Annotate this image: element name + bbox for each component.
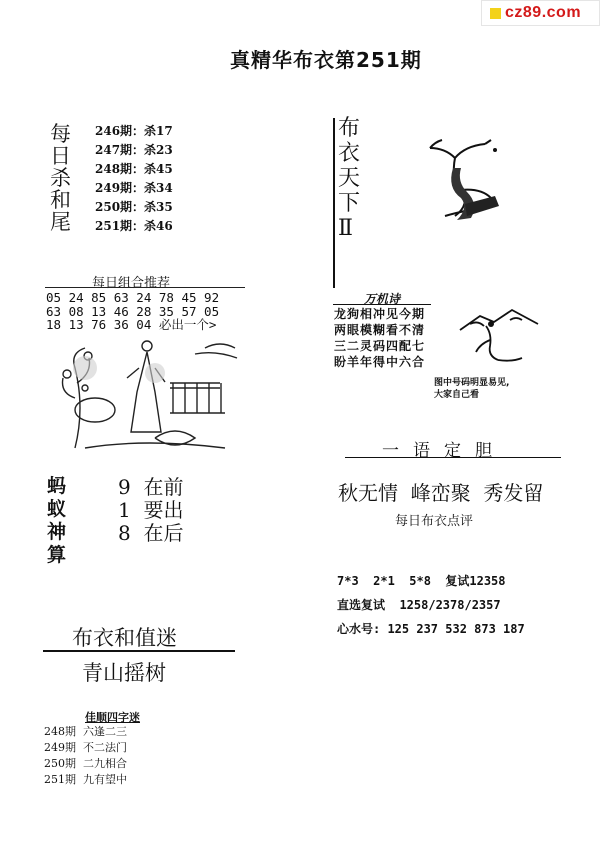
four-word-row: 249期 不二法门 <box>44 741 127 754</box>
number-line: 直选复试 1258/2378/2357 <box>337 598 501 612</box>
combo-row: 18 13 76 36 04 必出一个> <box>46 317 217 332</box>
one-word-title: 一语定胆 <box>382 441 506 461</box>
buyi-label-char: 下 <box>338 191 361 216</box>
hint-line: 图中号码明显易见, <box>434 378 510 388</box>
page-title: 真精华布衣第251期 <box>230 48 422 72</box>
image-hint <box>434 377 509 401</box>
number-line: 心水号: 125 237 532 873 187 <box>337 622 525 636</box>
poem-divider <box>333 304 431 305</box>
kill-label-char: 每 <box>50 122 71 146</box>
right-column-divider <box>333 118 335 288</box>
ant-label-char: 算 <box>47 544 67 566</box>
ant-line: 1 要出 <box>118 498 184 522</box>
ant-label-char: 蚁 <box>47 498 67 520</box>
poem-line: 两眼模糊看不清 <box>334 323 426 337</box>
kill-row: 248期：杀45 <box>95 162 173 176</box>
kill-row: 250期：杀35 <box>95 200 173 214</box>
hint-line: 大家自己看 <box>434 390 480 400</box>
number-picks <box>337 569 525 641</box>
buyi-label-char: Ⅱ <box>338 216 353 241</box>
phrases: 秋无情 峰峦聚 秀发留 <box>338 481 544 505</box>
kill-row: 251期：杀46 <box>95 219 173 233</box>
watermark-text: cz89.com <box>505 4 582 21</box>
buyi-label-char: 天 <box>338 166 361 191</box>
combo-row: 63 08 13 46 28 35 57 05 <box>46 303 220 319</box>
ant-line: 8 在后 <box>118 521 184 545</box>
poem-line: 三二灵码四配七 <box>334 339 426 353</box>
lady-garden-illustration-icon <box>55 328 245 468</box>
poem-line: 盼羊年得中六合 <box>334 355 426 369</box>
kill-list <box>95 122 173 236</box>
site-watermark <box>481 0 600 26</box>
buyi-label-char: 衣 <box>338 141 361 166</box>
four-word-list <box>44 724 127 788</box>
poem-lines <box>334 306 425 370</box>
poem-line: 龙狗相冲见今期 <box>334 307 426 321</box>
tree-illustration-icon <box>415 128 515 228</box>
kill-label-char: 日 <box>50 144 71 168</box>
buyi-tianxia-label <box>338 118 360 243</box>
kill-label-char: 和 <box>50 188 71 212</box>
one-word-divider <box>345 457 561 458</box>
four-word-row: 248期 六逢二三 <box>44 725 127 738</box>
kill-row: 246期：杀17 <box>95 124 173 138</box>
ant-lines <box>118 476 183 545</box>
bird-mountain-illustration-icon <box>450 300 550 370</box>
combo-rows <box>46 291 219 332</box>
poem-title: 万机诗 <box>364 292 401 306</box>
kill-row: 247期：杀23 <box>95 143 173 157</box>
kill-label-char: 杀 <box>50 166 71 190</box>
riddle-divider <box>43 650 235 652</box>
combo-row: 05 24 85 63 24 78 45 92 <box>46 290 220 305</box>
ant-line: 9 在前 <box>118 475 184 499</box>
four-word-title: 佳顺四字迷 <box>85 711 140 724</box>
ant-label-char: 蚂 <box>47 475 67 497</box>
logo-square-icon <box>490 8 501 19</box>
riddle-answer: 青山摇树 <box>82 661 166 685</box>
riddle-title: 布衣和值迷 <box>72 626 177 650</box>
ant-label-char: 神 <box>47 521 67 543</box>
number-line: 7*3 2*1 5*8 复试12358 <box>337 574 506 588</box>
kill-label-char: 尾 <box>50 210 71 234</box>
combo-title: 每日组合推荐 <box>92 276 171 291</box>
ant-vertical-label <box>47 477 66 569</box>
four-word-row: 250期 二九相合 <box>44 757 127 770</box>
four-word-row: 251期 九有望中 <box>44 773 127 786</box>
daily-review-label: 每日布衣点评 <box>395 514 474 529</box>
kill-row: 249期：杀34 <box>95 181 173 195</box>
kill-vertical-label <box>50 124 71 234</box>
combo-divider <box>45 287 245 288</box>
buyi-label-char: 布 <box>338 116 361 141</box>
